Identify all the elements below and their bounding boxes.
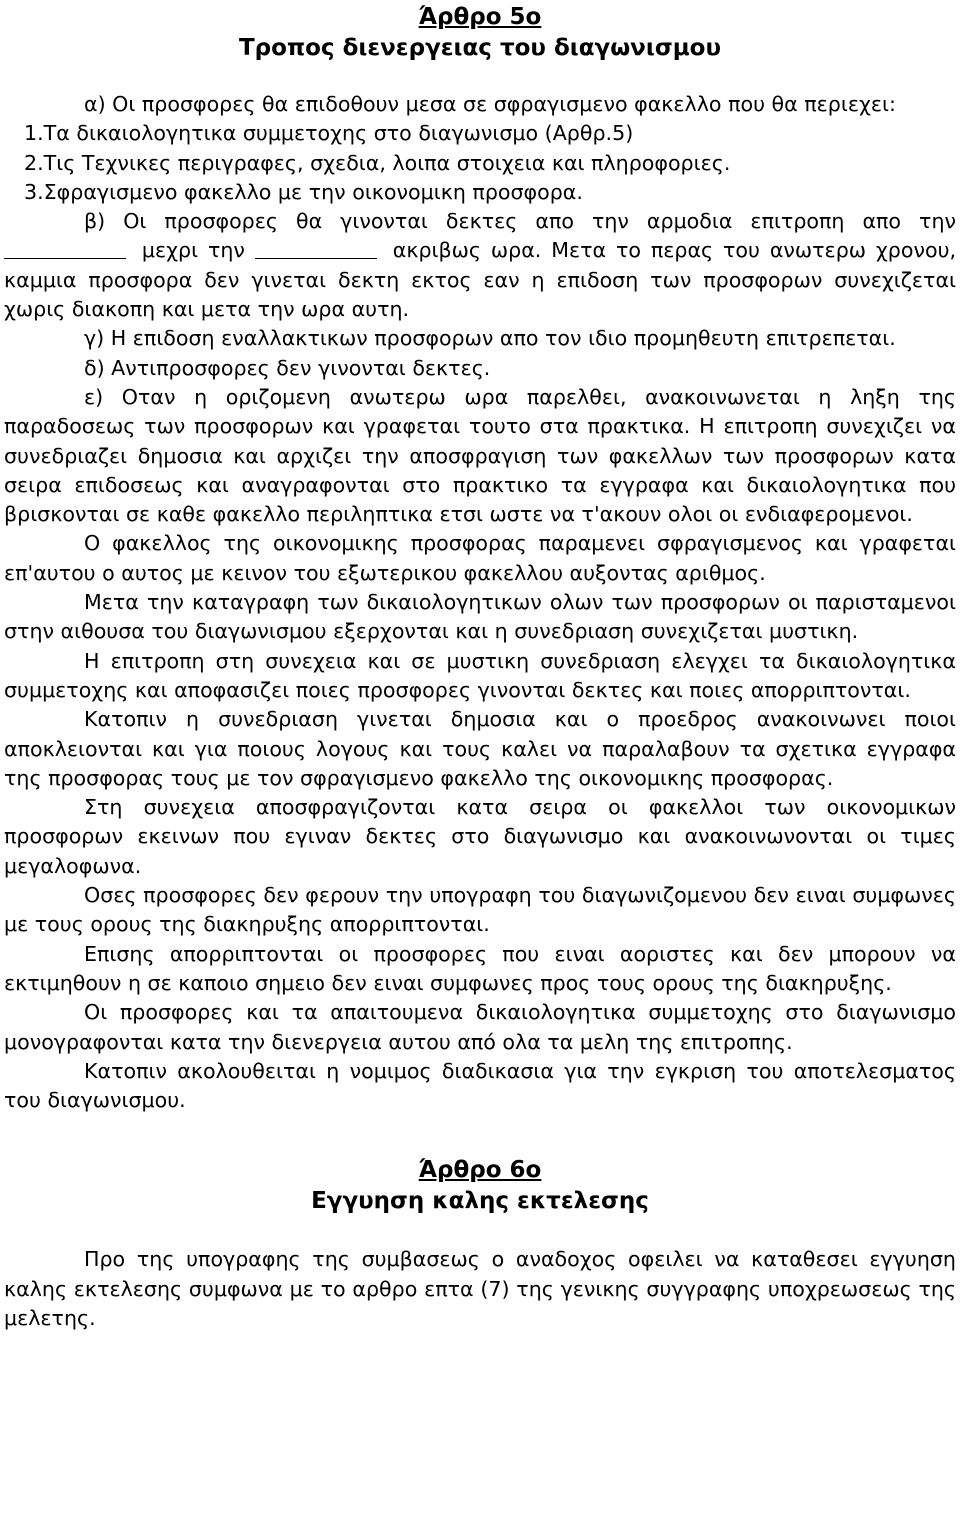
paragraph: Μετα την καταγραφη των δικαιολογητικων ολων των προσφορων οι παρισταμενοι στην αιθουσα του διαγωνισμου εξερχονται και η συνεδριαση συνεχιζεται μυστικη. xyxy=(4,590,956,644)
paragraph: Κατοπιν ακολουθειται η νομιμος διαδικασια για την εγκριση του αποτελεσματος του διαγωνισμου. xyxy=(4,1058,956,1113)
paragraph-c: γ) Η επιδοση εναλλακτικων προσφορων απο τον ιδιο προμηθευτη επιτρεπεται. xyxy=(84,326,896,351)
article-6-title: Άρθρο 6ο xyxy=(418,1157,542,1184)
blank-line xyxy=(255,258,377,259)
blank-line xyxy=(4,258,126,259)
list-item: 1.Τα δικαιολογητικα συμμετοχης στο διαγωνισμο (Αρθρ.5) xyxy=(24,121,634,146)
paragraph-e: ε) Οταν η οριζομενη ανωτερω ωρα παρελθει, ανακοινωνεται η ληξη της παραδοσεως των προσφορων και γραφεται τουτο στα πρακτικα. Η επιτροπη συνεχιζει να συνεδριαζει δημοσια και αρχιζει την αποσφραγιση των φακελλων των προσφορων κατα σειρα επιδοσεως και αναγραφονται στο πρακτικο τα εγγραφα και δικαιολογητικα που βρισκονται σε καθε φακελλο περιληπτικα ετσι ωστε να τ'ακουν ολοι οι ενδιαφερομενοι. xyxy=(4,384,956,527)
article-5-title: Άρθρο 5ο xyxy=(418,4,542,30)
paragraph: Στη συνεχεια αποσφραγιζονται κατα σειρα οι φακελλοι των οικονομικων προσφορων εκεινων που εγιναν δεκτες στο διαγωνισμο και ανακοινωνονται οι τιμες μεγαλοφωνα. xyxy=(4,795,956,878)
paragraph-b-text1: μεχρι την xyxy=(141,238,245,263)
paragraph: Οι προσφορες και τα απαιτουμενα δικαιολογητικα συμμετοχης στο διαγωνισμο μονογραφονται κατα την διενεργεια αυτου από ολα τα μελη της επιτροπης. xyxy=(4,1000,956,1054)
article-6-body: Προ της υπογραφης της συμβασεως ο αναδοχος οφειλει να καταθεσει εγγυηση καλης εκτελεσης συμφωνα με το αρθρο επτα (7) της γενικης συγγραφης υποχρεωσεως της μελετης. xyxy=(4,1247,956,1330)
paragraph: Η επιτροπη στη συνεχεια και σε μυστικη συνεδριαση ελεγχει τα δικαιολογητικα συμμετοχης και αποφασιζει ποιες προσφορες γινονται δεκτες και ποιες απορριπτονται. xyxy=(4,648,956,702)
article-5-subtitle: Τροπος διενεργειας του διαγωνισμου xyxy=(238,35,721,61)
list-item: 2.Τις Τεχνικες περιγραφες, σχεδια, λοιπα στοιχεια και πληροφοριες. xyxy=(24,150,731,175)
paragraph-b-text2: ακριβως ωρα. Μετα το περας του ανωτερω χρονου, καμμια προσφορα δεν γινεται δεκτη εκτος εαν η επιδοση των προσφορων συνεχιζεται χωρις διακοπη και μετα την ωρα αυτη. xyxy=(4,238,957,322)
paragraph-d: δ) Αντιπροσφορες δεν γινονται δεκτες. xyxy=(84,355,491,380)
paragraph: Επισης απορριπτονται οι προσφορες που ειναι αοριστες και δεν μπορουν να εκτιμηθουν η σε καποιο σημειο δεν ειναι συμφωνες προς τους ορους της διακηρυξης. xyxy=(4,941,956,995)
paragraph-b xyxy=(4,236,956,324)
paragraph-a: α) Οι προσφορες θα επιδοθουν μεσα σε σφραγισμενο φακελλο που θα περιεχει: xyxy=(84,92,896,116)
paragraph: Ο φακελλος της οικονομικης προσφορας παραμενει σφραγισμενος και γραφεται επ'αυτου ο αυτος με κεινον του εξωτερικου φακελλου αυξοντας αριθμος. xyxy=(4,531,956,585)
list-item: 3.Σφραγισμενο φακελλο με την οικονομικη προσφορα. xyxy=(24,179,583,204)
article-6-subtitle: Εγγυηση καλης εκτελεσης xyxy=(311,1188,649,1215)
paragraph: Οσες προσφορες δεν φερουν την υπογραφη του διαγωνιζομενου δεν ειναι συμφωνες με τους ορους της διακηρυξης απορριπτονται. xyxy=(4,883,956,937)
paragraph: Κατοπιν η συνεδριαση γινεται δημοσια και ο προεδρος ανακοινωνει ποιοι αποκλειονται και για ποιους λογους και τους καλει να παραλαβουν τα σχετικα εγγραφα της προσφορας τους με τον σφραγισμενο φακελλο της οικονομικης προσφορας. xyxy=(4,707,956,790)
paragraph-b-line1: β) Οι προσφορες θα γινονται δεκτες απο την αρμοδια επιτροπη απο την xyxy=(84,209,956,234)
